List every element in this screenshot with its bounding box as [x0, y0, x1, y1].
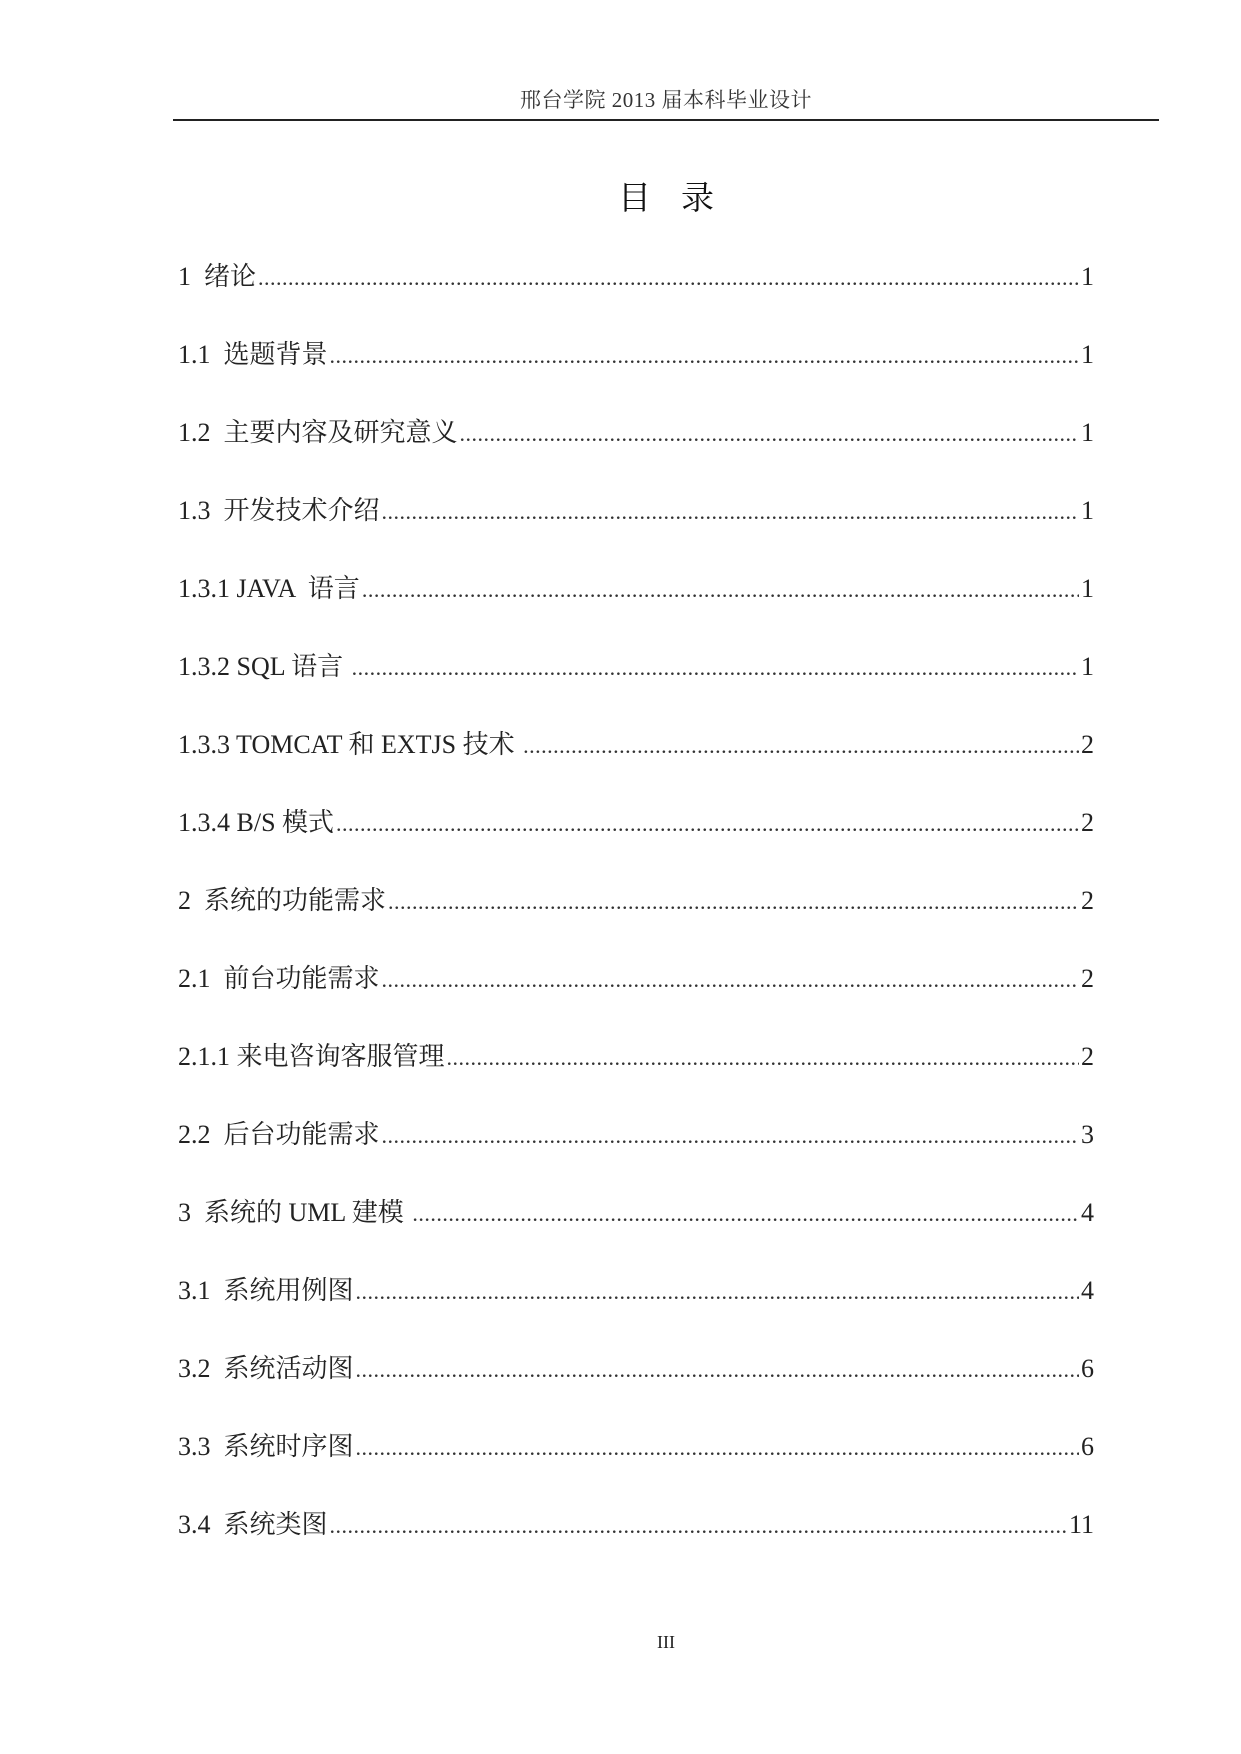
- toc-entry-page: 3: [1081, 1120, 1094, 1149]
- toc-entry-label: 2.1 前台功能需求: [178, 964, 380, 993]
- toc-entry-label: 1.3.3 TOMCAT 和 EXTJS 技术: [178, 730, 522, 759]
- dot-leader: [388, 889, 1079, 915]
- toc-entry-page: 2: [1081, 964, 1094, 993]
- dot-leader: [356, 1357, 1079, 1383]
- toc-entry-2[interactable]: [178, 880, 1094, 958]
- dot-leader: [460, 421, 1079, 447]
- toc-entry-label: 3.3 系统时序图: [178, 1432, 354, 1461]
- toc-entry-2-2[interactable]: [178, 1114, 1094, 1192]
- dot-leader: [356, 1279, 1079, 1305]
- toc-entry-label: 1 绪论: [178, 262, 257, 291]
- toc-entry-page: 1: [1081, 574, 1094, 603]
- running-header: 邢台学院 2013 届本科毕业设计: [520, 88, 812, 112]
- toc-entry-3-3[interactable]: [178, 1426, 1094, 1504]
- dot-leader: [382, 499, 1079, 525]
- toc-entry-3-2[interactable]: [178, 1348, 1094, 1426]
- toc-entry-label: 2.1.1 来电咨询客服管理: [178, 1042, 445, 1071]
- dot-leader: [336, 811, 1079, 837]
- dot-leader: [523, 733, 1079, 759]
- dot-leader: [352, 655, 1079, 681]
- toc-entry-label: 3 系统的 UML 建模: [178, 1198, 411, 1227]
- toc-entry-2-1-1[interactable]: [178, 1036, 1094, 1114]
- toc-entry-page: 1: [1081, 496, 1094, 525]
- toc-entry-label: 3.2 系统活动图: [178, 1354, 354, 1383]
- toc-entry-page: 6: [1081, 1354, 1094, 1383]
- toc-entry-1-3-2[interactable]: [178, 646, 1094, 724]
- toc-entry-page: 2: [1081, 886, 1094, 915]
- toc-entry-3-4[interactable]: [178, 1504, 1094, 1582]
- toc-entry-label: 1.3.2 SQL 语言: [178, 652, 350, 681]
- toc-entry-1[interactable]: [178, 256, 1094, 334]
- toc-title: 目录: [618, 181, 744, 217]
- dot-leader: [382, 1123, 1079, 1149]
- toc-entry-label: 1.1 选题背景: [178, 340, 328, 369]
- toc-entry-page: 1: [1081, 262, 1094, 291]
- toc-entry-page: 6: [1081, 1432, 1094, 1461]
- toc-entry-page: 2: [1081, 808, 1094, 837]
- toc-entry-page: 2: [1081, 730, 1094, 759]
- toc-entry-3[interactable]: [178, 1192, 1094, 1270]
- toc-entry-label: 1.3.1 JAVA 语言: [178, 574, 360, 603]
- toc-entry-2-1[interactable]: [178, 958, 1094, 1036]
- page-number: III: [657, 1632, 675, 1652]
- dot-leader: [447, 1045, 1079, 1071]
- toc-entry-page: 11: [1068, 1510, 1094, 1539]
- dot-leader: [330, 343, 1079, 369]
- toc-entry-page: 1: [1081, 340, 1094, 369]
- dot-leader: [382, 967, 1079, 993]
- toc-entry-3-1[interactable]: [178, 1270, 1094, 1348]
- toc-entry-page: 4: [1081, 1198, 1094, 1227]
- toc-entry-1-3-3[interactable]: [178, 724, 1094, 802]
- dot-leader: [258, 265, 1079, 291]
- header-divider: [173, 119, 1159, 121]
- toc-entry-label: 1.3 开发技术介绍: [178, 496, 380, 525]
- dot-leader: [356, 1435, 1079, 1461]
- toc-entry-1-3[interactable]: [178, 490, 1094, 568]
- toc-entry-label: 1.3.4 B/S 模式: [178, 808, 335, 837]
- toc-entry-label: 3.1 系统用例图: [178, 1276, 354, 1305]
- toc-entry-1-2[interactable]: [178, 412, 1094, 490]
- toc-entry-page: 2: [1081, 1042, 1094, 1071]
- toc-entry-page: 1: [1081, 652, 1094, 681]
- dot-leader: [330, 1513, 1067, 1539]
- dot-leader: [412, 1201, 1079, 1227]
- toc-entry-page: 4: [1081, 1276, 1094, 1305]
- toc-entry-label: 2.2 后台功能需求: [178, 1120, 380, 1149]
- toc-entry-page: 1: [1081, 418, 1094, 447]
- dot-leader: [362, 577, 1079, 603]
- toc-entry-1-1[interactable]: [178, 334, 1094, 412]
- toc-entry-label: 3.4 系统类图: [178, 1510, 328, 1539]
- toc-entry-1-3-1[interactable]: [178, 568, 1094, 646]
- toc-list: [178, 256, 1094, 1582]
- toc-entry-label: 1.2 主要内容及研究意义: [178, 418, 458, 447]
- toc-entry-label: 2 系统的功能需求: [178, 886, 387, 915]
- toc-entry-1-3-4[interactable]: [178, 802, 1094, 880]
